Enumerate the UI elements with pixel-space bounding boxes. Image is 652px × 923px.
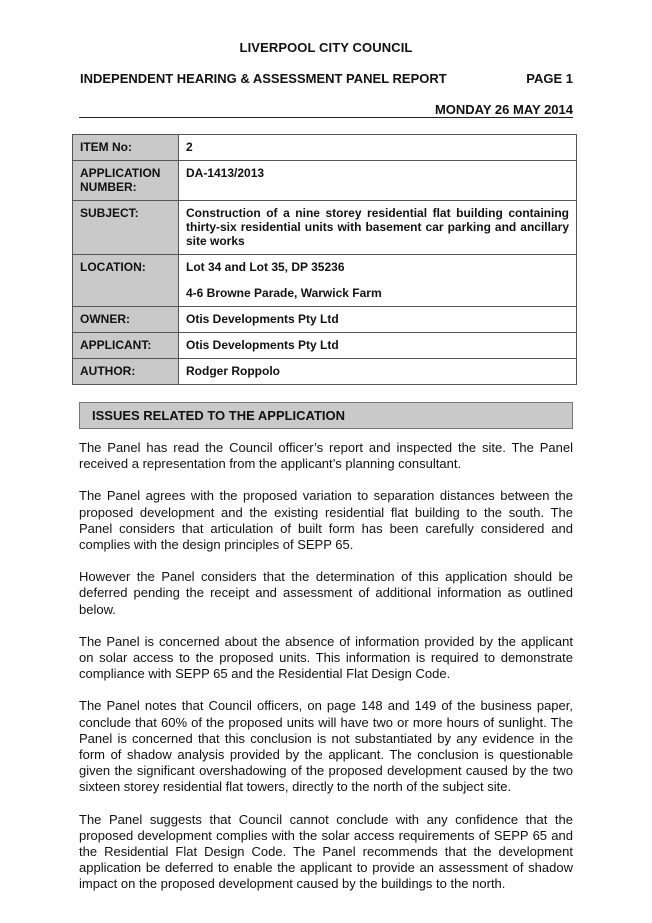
item-value: 2 [179, 135, 577, 161]
location-value [179, 255, 577, 307]
location-line-1: Lot 34 and Lot 35, DP 35236 [186, 260, 345, 274]
item-label: ITEM No: [73, 135, 179, 161]
header-rule [79, 117, 573, 118]
author-label: AUTHOR: [73, 359, 179, 385]
owner-value: Otis Developments Pty Ltd [179, 307, 577, 333]
applicant-label: APPLICANT: [73, 333, 179, 359]
subject-value: Construction of a nine storey residential flat building containing thirty-six residential units with basement car parking and ancillary site works [179, 201, 577, 255]
paragraph: The Panel has read the Council officer’s report and inspected the site. The Panel received a representation from the applicant’s planning consultant. [79, 440, 573, 472]
page-number: PAGE 1 [526, 71, 573, 86]
table-row [73, 307, 577, 333]
paragraph: The Panel is concerned about the absence of information provided by the applicant on solar access to the proposed units. This information is required to demonstrate compliance with SEPP 65 and the Residential Flat Design Code. [79, 633, 573, 682]
table-row [73, 161, 577, 201]
table-row [73, 135, 577, 161]
report-title: INDEPENDENT HEARING & ASSESSMENT PANEL REPORT [80, 71, 447, 86]
table-row [73, 201, 577, 255]
subject-label: SUBJECT: [73, 201, 179, 255]
report-date: MONDAY 26 MAY 2014 [434, 102, 573, 117]
paragraph: The Panel agrees with the proposed variation to separation distances between the proposed development and the existing residential flat building to the south. The Panel considers that articulation of built form has been carefully considered and complies with the design principles of SEPP 65. [79, 488, 573, 553]
application-label: APPLICATION NUMBER: [73, 161, 179, 201]
table-row [73, 359, 577, 385]
applicant-value: Otis Developments Pty Ltd [179, 333, 577, 359]
location-label: LOCATION: [73, 255, 179, 307]
section-body [79, 440, 573, 909]
paragraph: The Panel notes that Council officers, on page 148 and 149 of the business paper, conclude that 60% of the proposed units will have two or more hours of sunlight. The Panel is concerned that this conclusion is not substantiated by any evidence in the form of shadow analysis provided by the applicant. The conclusion is questionable given the significant overshadowing of the proposed development caused by the two sixteen storey residential flat towers, directly to the north of the subject site. [79, 698, 573, 795]
paragraph: However the Panel considers that the determination of this application should be deferred pending the receipt and assessment of additional information as outlined below. [79, 569, 573, 617]
application-info-table [72, 134, 577, 385]
section-heading: ISSUES RELATED TO THE APPLICATION [79, 402, 573, 429]
table-row [73, 333, 577, 359]
application-value: DA-1413/2013 [179, 161, 577, 201]
author-value: Rodger Roppolo [179, 359, 577, 385]
location-line-2: 4-6 Browne Parade, Warwick Farm [186, 286, 382, 300]
council-name: LIVERPOOL CITY COUNCIL [239, 40, 413, 55]
paragraph: The Panel suggests that Council cannot conclude with any confidence that the proposed development complies with the solar access requirements of SEPP 65 and the Residential Flat Design Code. The Panel recommends that the development application be deferred to enable the applicant to provide an assessment of shadow impact on the proposed development caused by the buildings to the north. [79, 811, 573, 892]
owner-label: OWNER: [73, 307, 179, 333]
table-row [73, 255, 577, 307]
